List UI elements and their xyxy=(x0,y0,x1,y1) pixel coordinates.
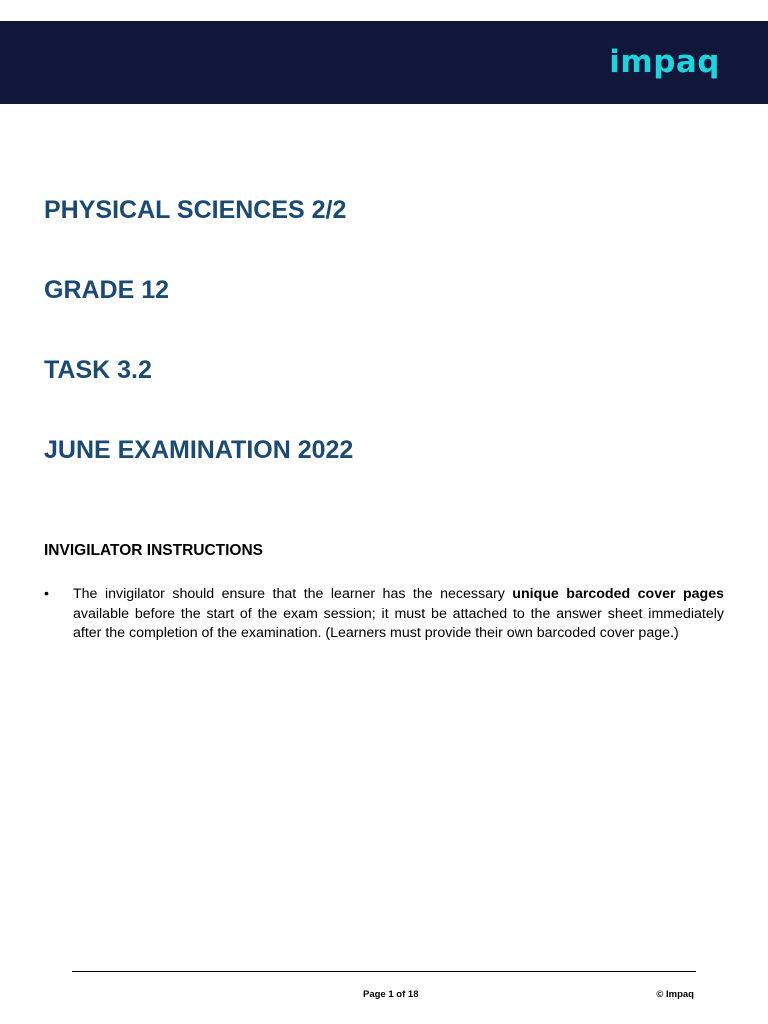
instruction-item xyxy=(44,585,724,644)
footer-divider xyxy=(72,971,696,972)
subject-title: PHYSICAL SCIENCES 2/2 xyxy=(44,196,347,224)
instruction-text-bold: unique barcoded cover pages xyxy=(512,586,724,602)
instruction-text-before: The invigilator should ensure that the learner has the necessary xyxy=(73,586,513,602)
instruction-text-after: available before the start of the exam session; it must be attached to the answer sheet immediately after the completion of the examination. (Learners must provide their own barcoded cover page.) xyxy=(73,605,724,642)
page-of: of xyxy=(396,989,406,1000)
page-total: 18 xyxy=(407,989,419,1000)
impaq-logo: impaq xyxy=(609,44,720,80)
task-title: TASK 3.2 xyxy=(44,356,152,384)
page-label: Page xyxy=(363,989,386,1000)
page-current: 1 xyxy=(388,989,394,1000)
page-number xyxy=(363,989,418,1000)
instructions-list xyxy=(44,585,724,644)
bullet-icon: • xyxy=(44,586,49,602)
copyright-notice: © Impaq xyxy=(656,989,694,1000)
header-bar xyxy=(0,21,768,104)
exam-title: JUNE EXAMINATION 2022 xyxy=(44,436,354,464)
grade-title: GRADE 12 xyxy=(44,276,170,304)
invigilator-instructions-heading: INVIGILATOR INSTRUCTIONS xyxy=(44,542,264,559)
